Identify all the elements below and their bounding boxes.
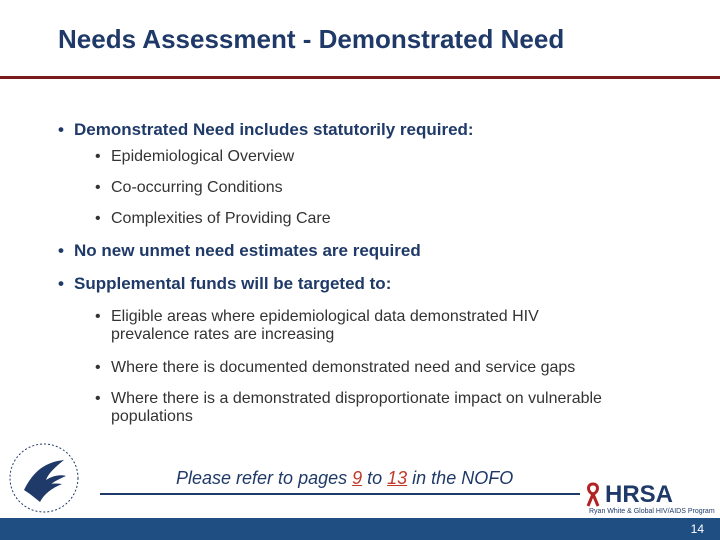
- footer-bar: [0, 518, 720, 540]
- bullet-1: • Demonstrated Need includes statutorily required:: [58, 120, 474, 139]
- footer-divider: [100, 493, 580, 495]
- hrsa-wordmark: HRSA: [605, 481, 674, 508]
- sub-bullet-1-2: • Co-occurring Conditions: [95, 179, 283, 196]
- hrsa-subtitle: Ryan White & Global HIV/AIDS Program: [589, 508, 715, 515]
- page-link-end[interactable]: 13: [387, 468, 408, 488]
- sub-bullet-1-3: • Complexities of Providing Care: [95, 210, 331, 227]
- sub-bullet-3-3: • Where there is a demonstrated disproportionate impact on vulnerable populations: [95, 390, 602, 425]
- sub-bullet-3-2: • Where there is documented demonstrated need and service gaps: [95, 359, 576, 376]
- hhs-seal-icon: [6, 440, 82, 516]
- slide-title: Needs Assessment - Demonstrated Need: [58, 24, 565, 54]
- bullet-1-text: Demonstrated Need includes statutorily required:: [74, 120, 474, 139]
- hrsa-logo: [585, 478, 715, 516]
- nofo-reference: Please refer to pages 9 to 13 in the NOFO: [176, 468, 514, 488]
- page-number: 14: [690, 522, 704, 536]
- sub-bullet-1-1: • Epidemiological Overview: [95, 148, 295, 165]
- title-divider: [0, 76, 720, 79]
- bullet-3: • Supplemental funds will be targeted to:: [58, 274, 392, 293]
- page-link-start[interactable]: 9: [352, 468, 363, 488]
- sub-bullet-3-1: • Eligible areas where epidemiological data demonstrated HIV prevalence rates are increasing: [95, 308, 539, 343]
- bullet-2: • No new unmet need estimates are required: [58, 241, 421, 260]
